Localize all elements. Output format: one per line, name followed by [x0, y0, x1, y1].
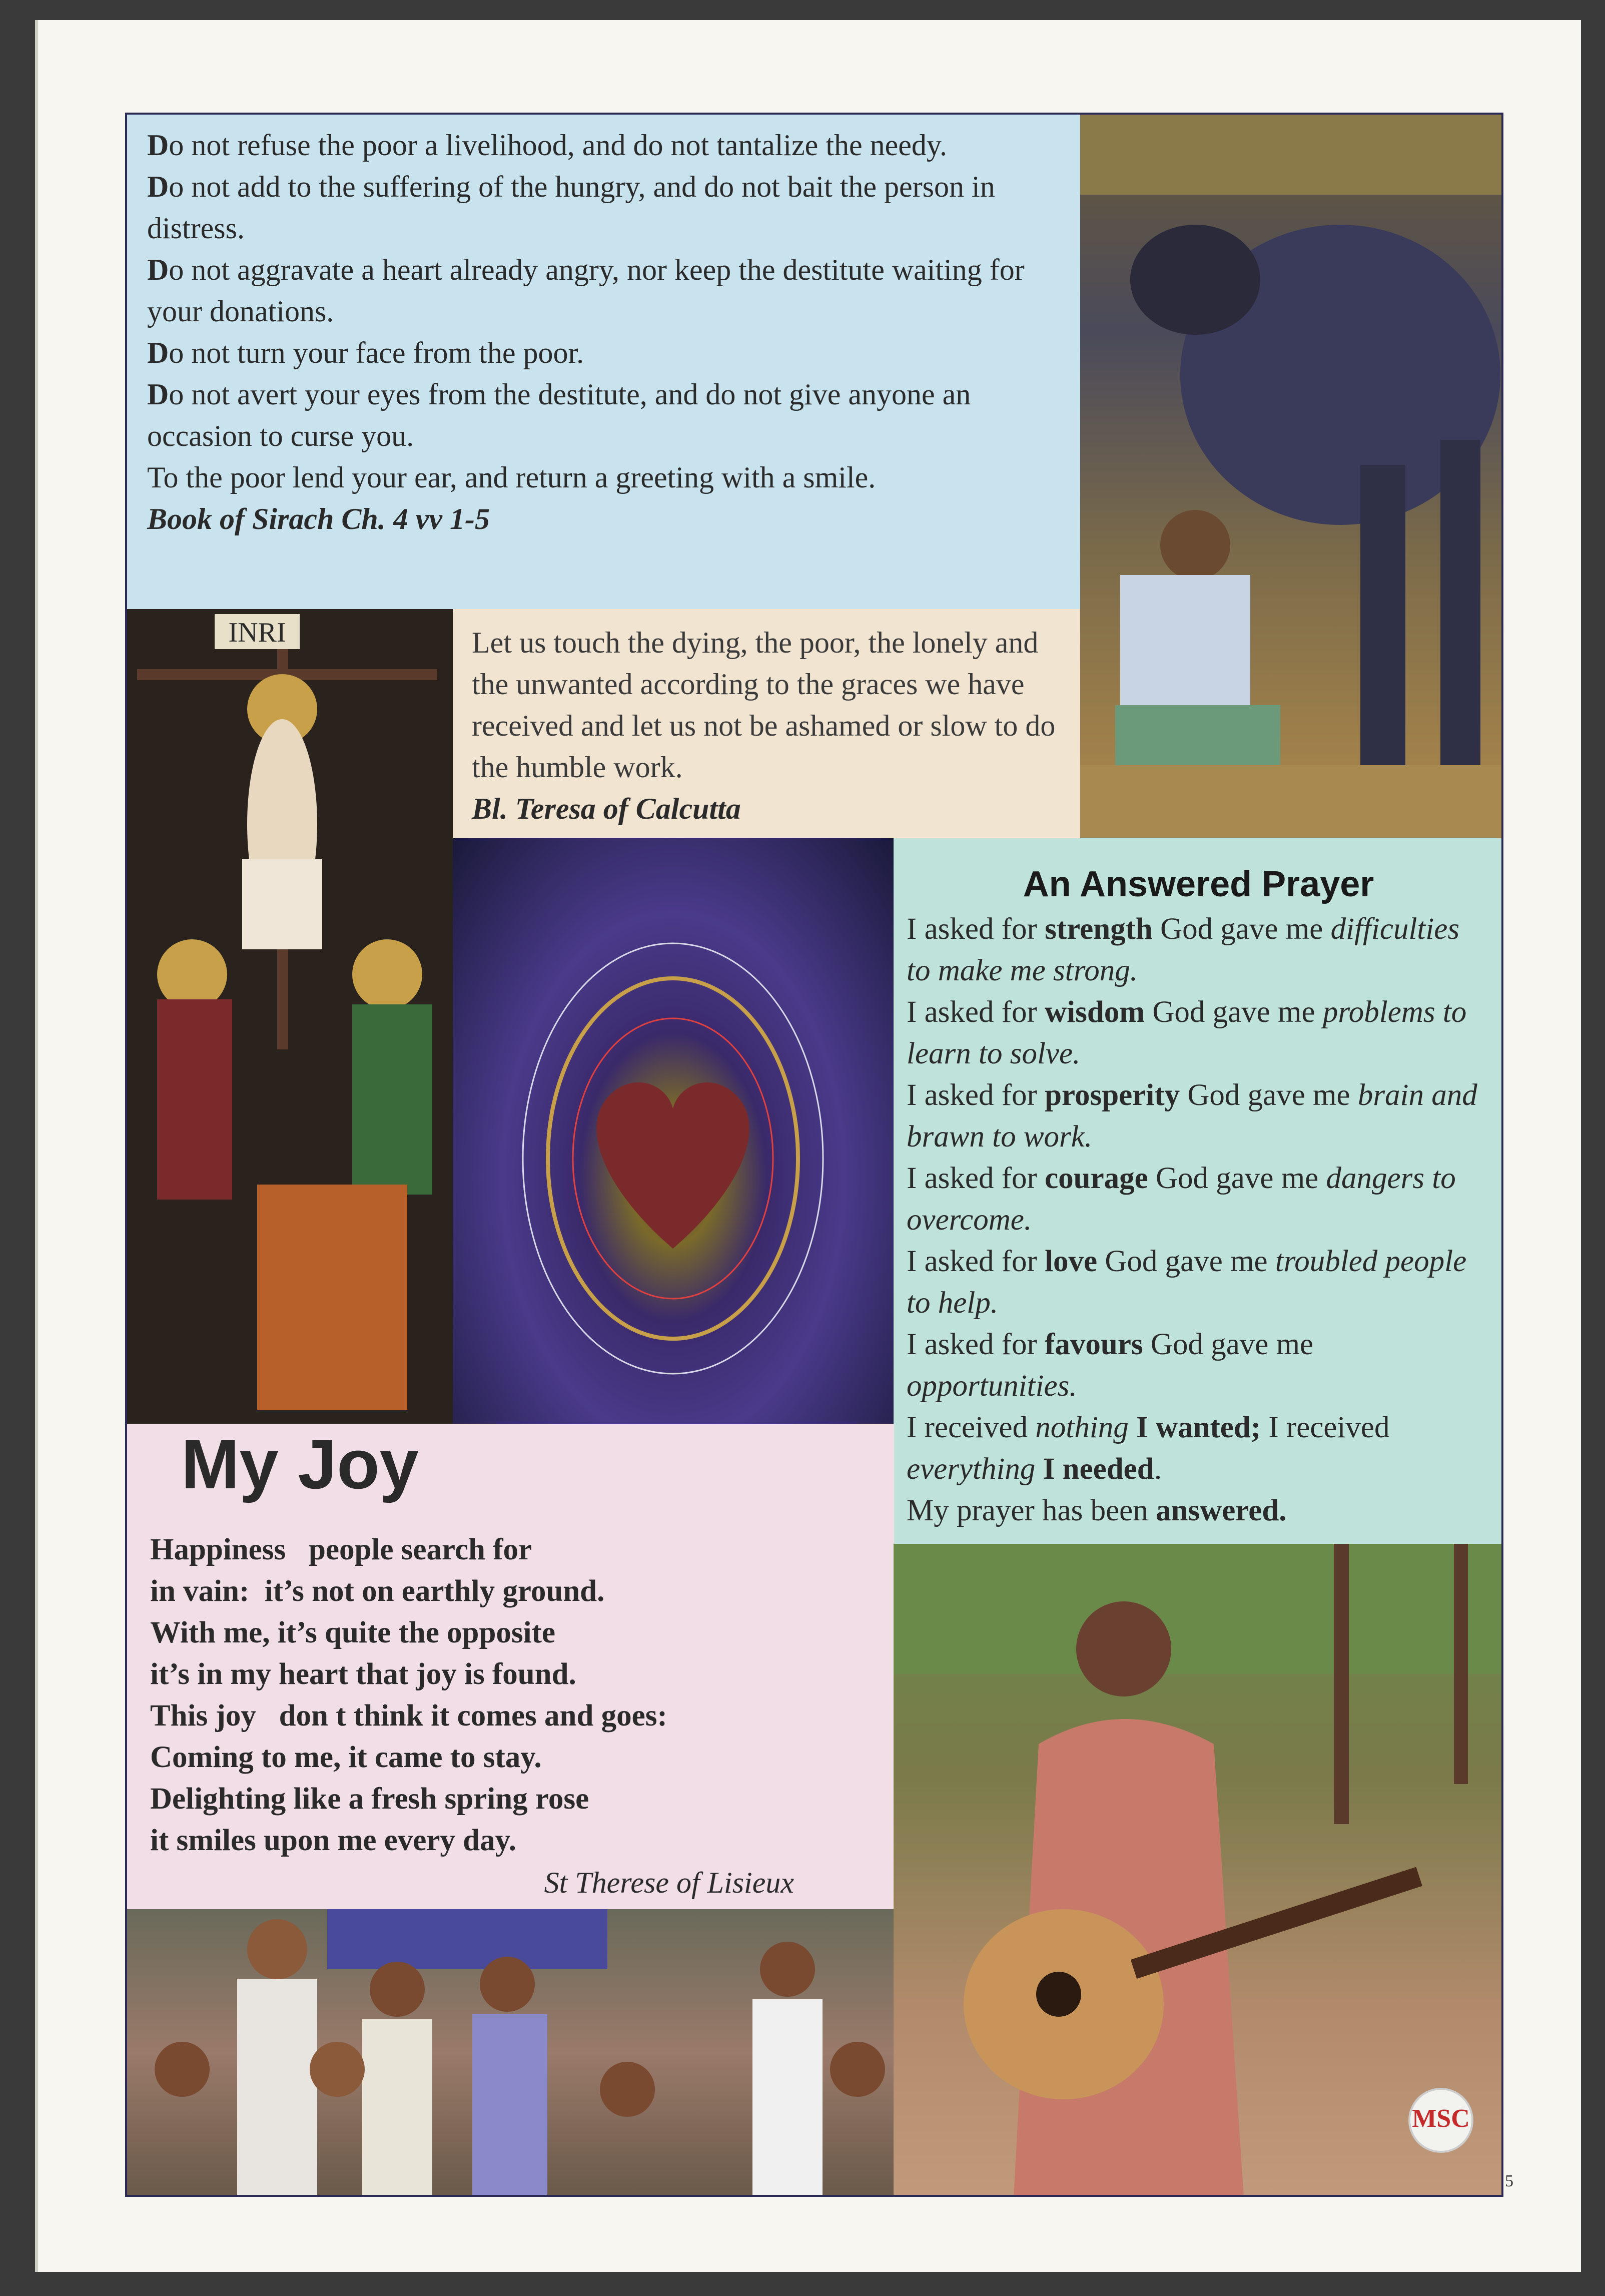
- prayer-line: I asked for prosperity God gave me brain and brawn to work.: [907, 1078, 1477, 1154]
- sirach-line: Do not add to the suffering of the hungry, and do not bait the person in distress.: [147, 170, 995, 245]
- joy-author: St Therese of Lisieux: [544, 1866, 794, 1899]
- joy-title: My Joy: [181, 1425, 419, 1503]
- page-spine: [35, 20, 38, 2272]
- prayer-title: An Answered Prayer: [1023, 864, 1374, 904]
- prayer-received-line: I received nothing I wanted; I received everything I needed.: [907, 1411, 1390, 1486]
- prayer-final-line: My prayer has been answered.: [907, 1494, 1287, 1527]
- sirach-line: Do not avert your eyes from the destitute, and do not give anyone an occasion to curse you.: [147, 378, 971, 452]
- joy-poem: Happiness people search for in vain: it’s not on earthly ground. With me, it’s quite the opposite it’s in my heart that joy is found. This joy don t think it comes and goes: Coming to me, it came to stay. Delighting like a fresh spring rose it smiles upon me every day.: [150, 1533, 667, 1857]
- teresa-reference: Bl. Teresa of Calcutta: [472, 792, 741, 825]
- sirach-line: To the poor lend your ear, and return a greeting with a smile.: [147, 461, 876, 494]
- prayer-line: I asked for wisdom God gave me problems to learn to solve.: [907, 995, 1467, 1070]
- msc-logo-text: MSC: [1412, 2104, 1470, 2133]
- sirach-line: Do not aggravate a heart already angry, nor keep the destitute waiting for your donations.: [147, 253, 1025, 328]
- sirach-reference: Book of Sirach Ch. 4 vv 1-5: [147, 502, 490, 535]
- page-number: 5: [1505, 2172, 1513, 2190]
- page-frame: [125, 113, 1503, 2197]
- sirach-line: Do not refuse the poor a livelihood, and do not tantalize the needy.: [147, 129, 947, 162]
- prayer-line: I asked for courage God gave me dangers to overcome.: [907, 1162, 1456, 1237]
- prayer-line: I asked for favours God gave me opportunities.: [907, 1328, 1314, 1403]
- sirach-line: Do not turn your face from the poor.: [147, 336, 584, 369]
- teresa-quote-text: Let us touch the dying, the poor, the lonely and the unwanted according to the graces we have received and let us not be ashamed or slow to do the humble work.: [472, 626, 1056, 784]
- inri-inscription: INRI: [228, 617, 286, 648]
- prayer-line: I asked for strength God gave me difficulties to make me strong.: [907, 912, 1460, 987]
- prayer-line: I asked for love God gave me troubled people to help.: [907, 1245, 1467, 1320]
